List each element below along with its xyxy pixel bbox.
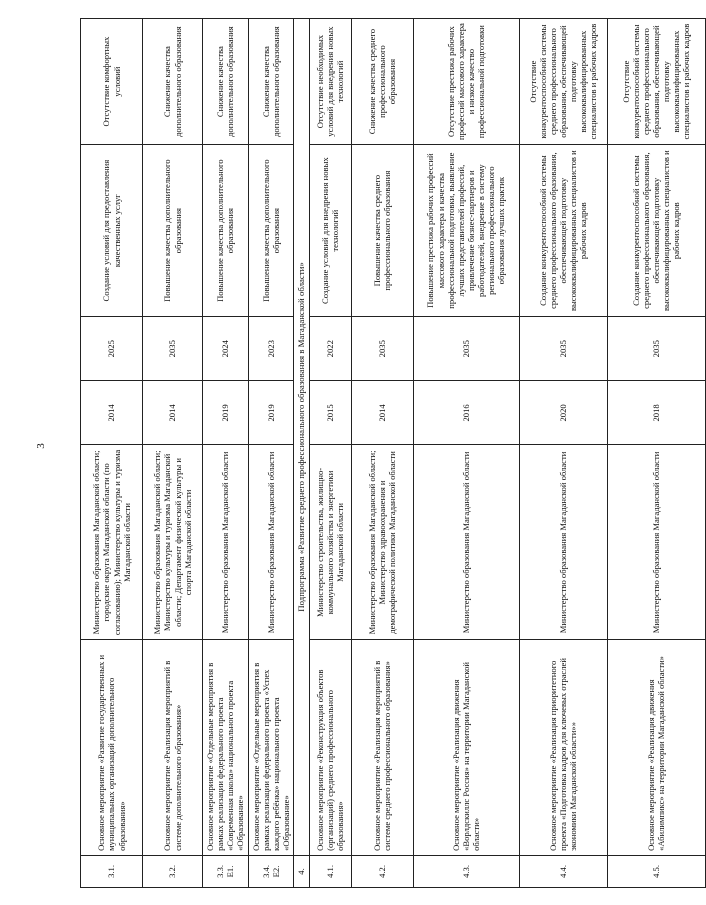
expected-result: Создание конкурентоспособной системы среднего профессионального образования, обеспечивающей подготовку высококвалифицированных специалистов и рабочих кадров	[519, 145, 607, 317]
end-year: 2035	[413, 317, 519, 381]
subprogram-row	[294, 19, 309, 888]
start-year: 2019	[248, 381, 294, 445]
row-number: 4.2.	[351, 855, 413, 887]
subprogram-title: Подпрограмма «Развитие среднего профессионального образования в Магаданской области»	[294, 19, 309, 856]
page-number: 3	[34, 443, 47, 449]
row-number: 3.3. Е1.	[203, 855, 249, 887]
expected-result: Создание условий для внедрения новых технологий	[309, 145, 351, 317]
activity-name: Основное мероприятие «Отдельные мероприятия в рамках реализации федерального проекта «Современная школа» национального проекта «Образование»	[203, 640, 249, 856]
start-year: 2016	[413, 381, 519, 445]
row-number: 3.4. Е2.	[248, 855, 294, 887]
expected-result: Создание условий для предоставления качественных услуг	[81, 145, 143, 317]
expected-result: Повышение качества дополнительного образования	[248, 145, 294, 317]
activity-name: Основное мероприятие «Отдельные мероприятия в рамках реализации федерального проекта «Успех каждого ребёнка» национального проекта «Образование»	[248, 640, 294, 856]
start-year: 2020	[519, 381, 607, 445]
activity-name: Основное мероприятие «Реализация движения «Абилимпикс» на территории Магаданской области»	[607, 640, 705, 856]
responsible: Министерство образования Магаданской области	[607, 445, 705, 640]
expected-result: Повышение качества дополнительного образования	[143, 145, 203, 317]
responsible: Министерство образования Магаданской области; Министерство здравоохранения и демографической политики Магаданской области	[351, 445, 413, 640]
row-number: 4.5.	[607, 855, 705, 887]
expected-result: Повышение качества дополнительного образования	[203, 145, 249, 317]
risk: Снижение качества среднего профессионального образования	[351, 19, 413, 145]
end-year: 2035	[607, 317, 705, 381]
activity-name: Основное мероприятие «Реализация приоритетного проекта «Подготовка кадров для ключевых отраслей экономики Магаданской области»»	[519, 640, 607, 856]
subprogram-number: 4.	[294, 855, 309, 887]
row-number: 4.1.	[309, 855, 351, 887]
table-row	[81, 19, 143, 888]
program-table-rotated	[80, 18, 692, 888]
responsible: Министерство образования Магаданской области	[519, 445, 607, 640]
end-year: 2035	[519, 317, 607, 381]
start-year: 2015	[309, 381, 351, 445]
start-year: 2014	[143, 381, 203, 445]
table-row	[248, 19, 294, 888]
risk: Отсутствие конкурентоспособной системы среднего профессионального образования, обеспечивающей подготовку высококвалифицированных специалистов и рабочих кадров	[607, 19, 705, 145]
table-row	[413, 19, 519, 888]
responsible: Министерство образования Магаданской области; городские округа Магаданской области (по согласованию); Министерство культуры и туризма Магаданской области	[81, 445, 143, 640]
end-year: 2023	[248, 317, 294, 381]
end-year: 2025	[81, 317, 143, 381]
risk: Отсутствие престижа рабочих профессий массового характера и низкое качество профессиональной подготовки	[413, 19, 519, 145]
end-year: 2035	[351, 317, 413, 381]
responsible: Министерство образования Магаданской области	[203, 445, 249, 640]
start-year: 2018	[607, 381, 705, 445]
risk: Снижение качества дополнительного образования	[203, 19, 249, 145]
end-year: 2024	[203, 317, 249, 381]
program-table	[80, 18, 706, 888]
table-row	[143, 19, 203, 888]
table-row	[607, 19, 705, 888]
risk: Отсутствие необходимых условий для внедрения новых технологий	[309, 19, 351, 145]
start-year: 2014	[351, 381, 413, 445]
table-row	[519, 19, 607, 888]
activity-name: Основное мероприятие «Реконструкция объектов (организаций) среднего профессионального образования»	[309, 640, 351, 856]
activity-name: Основное мероприятие «Развитие государственных и муниципальных организаций дополнительного образования»	[81, 640, 143, 856]
end-year: 2022	[309, 317, 351, 381]
row-number: 4.3.	[413, 855, 519, 887]
responsible: Министерство образования Магаданской области; Министерство культуры и туризма Магаданской области; Департамент физической культуры и спорта Магаданской области	[143, 445, 203, 640]
risk: Снижение качества дополнительного образования	[248, 19, 294, 145]
row-number: 3.2.	[143, 855, 203, 887]
table-row	[351, 19, 413, 888]
responsible: Министерство образования Магаданской области	[248, 445, 294, 640]
start-year: 2014	[81, 381, 143, 445]
end-year: 2035	[143, 317, 203, 381]
start-year: 2019	[203, 381, 249, 445]
risk: Отсутствие комфортных условий	[81, 19, 143, 145]
responsible: Министерство строительства, жилищно-коммунального хозяйства и энергетики Магаданской области	[309, 445, 351, 640]
activity-name: Основное мероприятие «Реализация движения «Ворлдскиллс Россия» на территории Магаданской области»	[413, 640, 519, 856]
table-row	[203, 19, 249, 888]
expected-result: Повышение престижа рабочих профессий массового характера и качества профессиональной подготовки, выявление лучших представителей профессий, привлечение бизнес-партнеров и работодателей, внедрение в систему регионального профессионального образования лучших практик	[413, 145, 519, 317]
table-row	[309, 19, 351, 888]
row-number: 4.4.	[519, 855, 607, 887]
responsible: Министерство образования Магаданской области	[413, 445, 519, 640]
expected-result: Повышение качества среднего профессионального образования	[351, 145, 413, 317]
risk: Отсутствие конкурентоспособной системы среднего профессионального образования, обеспечивающей подготовку высококвалифицированных специалистов и рабочих кадров	[519, 19, 607, 145]
risk: Снижение качества дополнительного образования	[143, 19, 203, 145]
activity-name: Основное мероприятие «Реализация мероприятий в системе дополнительного образования»	[143, 640, 203, 856]
expected-result: Создание конкурентоспособной системы среднего профессионального образования, обеспечивающей подготовку высококвалифицированных специалистов и рабочих кадров	[607, 145, 705, 317]
activity-name: Основное мероприятие «Реализация мероприятий в системе среднего профессионального образования»	[351, 640, 413, 856]
row-number: 3.1.	[81, 855, 143, 887]
